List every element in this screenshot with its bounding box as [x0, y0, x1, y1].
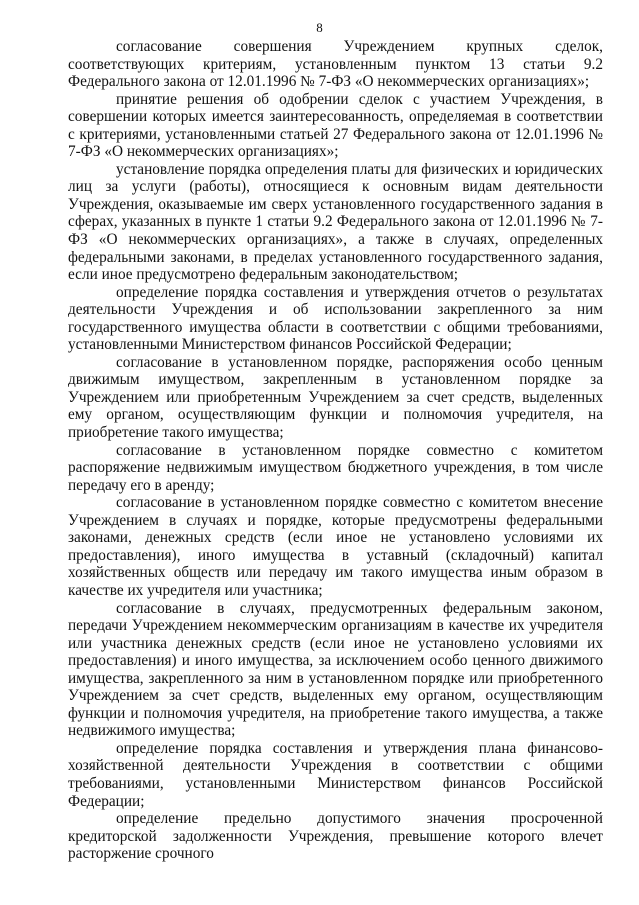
paragraph-movable-property: согласование в установленном порядке, распоряжения особо ценным движимым имуществом, закрепленным в установленном порядке за Учреждением или приобретенным Учреждением за счет средств, выделенных ему органом, осуществляющим функции и полномочия учредителя, на приобретение такого имущества;	[68, 353, 603, 442]
paragraph-overdue-debt-limit: определение предельно допустимого значения просроченной кредиторской задолженности Учреждения, превышение которого влечет расторжение срочного	[68, 810, 603, 863]
document-body	[68, 38, 603, 863]
paragraph-interested-party-deals: принятие решения об одобрении сделок с участием Учреждения, в совершении которых имеется заинтересованность, определяемая в соответствии с критериями, установленными статьей 27 Федерального закона от 12.01.1996 № 7-ФЗ «О некоммерческих организациях»;	[68, 90, 603, 161]
paragraph-large-deals-approval: согласование совершения Учреждением крупных сделок, соответствующих критериям, установленным пунктом 13 статьи 9.2 Федерального закона от 12.01.1996 № 7-ФЗ «О некоммерческих организациях»;	[68, 38, 603, 91]
page-number: 8	[316, 20, 323, 35]
paragraph-activity-reports: определение порядка составления и утверждения отчетов о результатах деятельности Учреждения и об использовании закрепленного за ним государственного имущества области в соответствии с общими требованиями, установленными Министерством финансов Российской Федерации;	[68, 283, 603, 354]
paragraph-service-fee-procedure: установление порядка определения платы для физических и юридических лиц за услуги (работы), относящиеся к основным видам деятельности Учреждения, оказываемые им сверх установленного государственного задания в сферах, указанных в пункте 1 статьи 9.2 Федерального закона от 12.01.1996 № 7-ФЗ «О некоммерческих организациях», а также в случаях, определенных федеральными законами, в пределах установленного государственного задания, если иное предусмотрено федеральным законодательством;	[68, 160, 603, 284]
paragraph-capital-contribution: согласование в установленном порядке совместно с комитетом внесение Учреждением в случаях и порядке, которые предусмотрены федеральными законами, денежных средств (если иное не установлено условиями их предоставления), иного имущества в уставный (складочный) капитал хозяйственных обществ или передачу им такого имущества иным образом в качестве их учредителя или участника;	[68, 494, 603, 599]
paragraph-real-estate-disposal: согласование в установленном порядке совместно с комитетом распоряжение недвижимым имуществом бюджетного учреждения, в том числе передачу его в аренду;	[68, 441, 603, 494]
paragraph-transfer-to-nonprofits: согласование в случаях, предусмотренных федеральным законом, передачи Учреждением некоммерческим организациям в качестве их учредителя или участника денежных средств (если иное не установлено условиями их предоставления) и иного имущества, за исключением особо ценного движимого имущества, закрепленного за ним в установленном порядке или приобретенного Учреждением за счет средств, выделенных ему органом, осуществляющим функции и полномочия учредителя, на приобретение такого имущества, а также недвижимого имущества;	[68, 599, 603, 740]
paragraph-financial-plan: определение порядка составления и утверждения плана финансово-хозяйственной деятельности Учреждения в соответствии с общими требованиями, установленными Министерством финансов Российской Федерации;	[68, 739, 603, 810]
